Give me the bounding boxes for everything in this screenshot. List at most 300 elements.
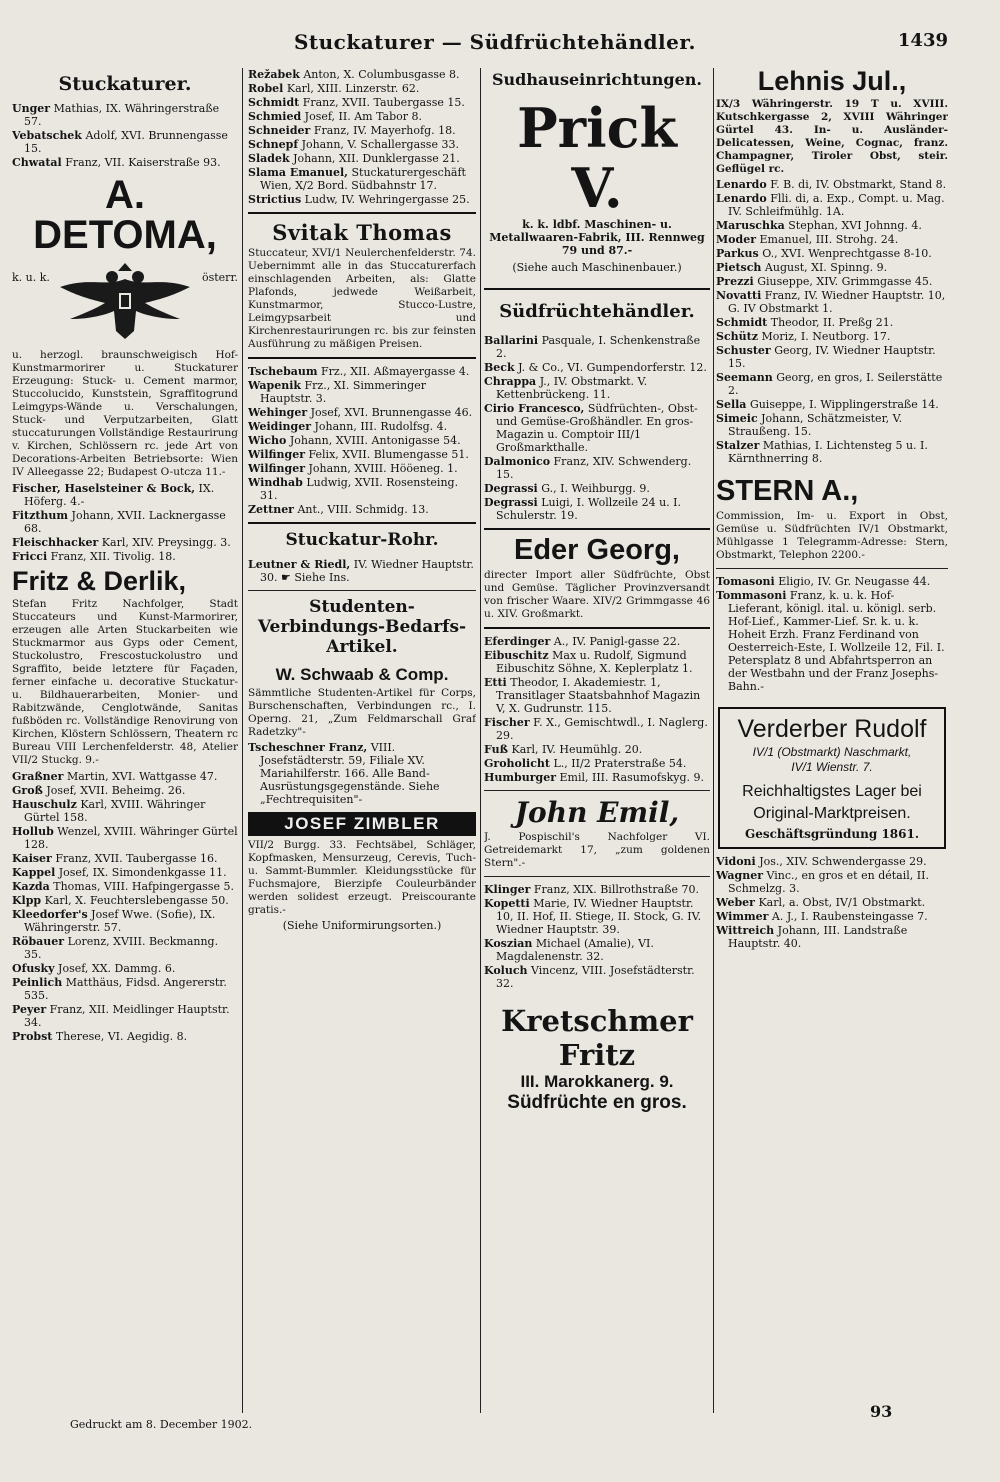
divider [484,876,710,877]
entry-text: Karl, IV. Heumühlg. 20. [511,743,643,756]
entry-text: Franz, IV. Mayerhofg. 18. [313,124,456,137]
entry-name: Robel [248,82,284,95]
detoma-crest-left: k. u. k. [12,271,50,284]
verderber-ad-line3: Reichhaltigstes Lager bei [742,783,922,800]
entry-text: Franz, VII. Kaiserstraße 93. [65,156,221,169]
entry-name: Tommasoni [716,589,787,602]
list-item [248,138,476,151]
list-item [484,334,710,360]
section-heading: Stuckaturer. [58,73,192,95]
entry-name: Degrassi [484,482,538,495]
list-item [248,462,476,475]
entry-list [484,334,710,522]
entry-text: Südfrüchten-, Obst- und Gemüse-Großhändler. En gros-Magazin u. Comptoir III/1 Großmarkthalle. [496,402,698,454]
list-item [484,375,710,401]
entry-text: Guiseppe, I. Wipplingerstraße 14. [749,398,939,411]
entry-name: Fricci [12,550,48,563]
list-item [248,741,476,806]
entry-text: Johann, V. Schallergasse 33. [301,138,459,151]
list-item [248,503,476,516]
detoma-crest [12,257,238,347]
entry-name: Hollub [12,825,54,838]
list-item [12,129,238,155]
entry-name: Koszian [484,937,533,950]
pointing-hand-icon: ☛ [281,571,291,584]
entry-text: Theodor, I. Akademiestr. 1, Transitlager Staatsbahnhof Magazin V, X. Gudrunstr. 115. [496,676,701,715]
list-item [716,869,948,895]
entry-text: Ludw, IV. Wehringergasse 25. [304,193,470,206]
list-item [12,908,238,934]
entry-text: Moriz, I. Neutborg. 17. [761,330,891,343]
entry-text: G., I. Weihburgg. 9. [541,482,650,495]
entry-list [716,855,948,950]
detoma-crest-right: österr. [201,271,238,284]
list-item [484,361,710,374]
entry-name: Probst [12,1030,53,1043]
fritz-ad-text: Stefan Fritz Nachfolger, Stadt Stuccateurs und Kunst-Marmorirer, erzeugen alle Arten Stuckarbeiten wie Stuckmarmor aus Gyps oder Cement, Stuckolustro, Frescostuckolustro und Sgraffito, beide letztere für Façaden, ferner einfache u. decorative Stuckatur- u. Bildhauerarbeiten, Monier- und Rabitzwände, Cenglotwände, Sanitas fußböden rc. Vollständige Renovirung von Kirchen, Klöstern Schlössern, Theatern rc Bureau VIII Lerchenfelderstr. 48, Atelier VII/2 Stuckg. 9.- [12,598,238,766]
lehnis-ad-text: IX/3 Währingerstr. 19 T u. XVIII. Kutschkergasse 2, XVIII Währinger Gürtel 43. In- u. Ausländer-Delicatessen, Weine, Cognac, franz. Champagner, Tiroler Obst, steir. Geflügel rc. [716,98,948,175]
section-heading: Sudhauseinrichtungen. [491,70,702,89]
entry-text: Franz, XVII. Taubergasse 15. [302,96,465,109]
list-item [484,937,710,963]
list-item [716,192,948,218]
divider [248,212,476,214]
entry-text: Karl, XVIII. Währinger Gürtel 158. [24,798,206,824]
divider [484,627,710,629]
entry-name: Vebatschek [12,129,82,142]
list-item [248,110,476,123]
eder-ad-name: Eder Georg, [514,534,680,566]
entry-text: Frz., XII. Aßmayergasse 4. [321,365,470,378]
entry-name: Maruschka [716,219,785,232]
entry-text: Johann, XVII. Lacknergasse 68. [24,509,226,535]
verderber-ad-line1: IV/1 (Obstmarkt) Naschmarkt, [752,745,912,759]
list-item [716,412,948,438]
column-divider [713,68,714,1413]
entry-name: Strictius [248,193,302,206]
list-item [716,371,948,397]
eder-ad-text: directer Import aller Südfrüchte, Obst und Gemüse. Täglicher Provinzversandt von frischer Waare. XIV/2 Grimmgasse 46 u. XIV. Großmarkt. [484,569,710,620]
stern-ad-name: STERN A., [716,475,859,507]
entry-name: Leutner & Riedl, [248,558,351,571]
list-item [484,496,710,522]
entry-text: Karl, XIV. Preysingg. 3. [101,536,231,549]
entry-text: Josef, II. Am Tabor 8. [304,110,423,123]
entry-name: Wagner [716,869,764,882]
list-item [484,635,710,648]
list-item [12,1003,238,1029]
entry-text: Stuckaturergeschäft Wien, X/2 Bord. Südbahnstr 17. [260,166,466,192]
list-item [12,784,238,797]
entry-text: F. X., Gemischtwdl., I. Naglerg. 29. [496,716,708,742]
list-item [716,910,948,923]
entry-text: Franz, k. u. k. Hof-Lieferant, königl. ital. u. königl. serb. Hof-Lief., Kammer-Lief. Sr. k. u. k. Hoheit Erzh. Franz Ferdinand von Oesterreich-Este, I. Wollzeile 12, Fil. I. Petersplatz 8 und Abfahrtsperron an der Westbahn und der Franz Josephs-Bahn.- [728,589,945,693]
entry-name: Wimmer [716,910,769,923]
entry-text: O., XVI. Wenprechtgasse 8-10. [762,247,932,260]
entry-list [248,365,476,516]
double-eagle-icon [50,257,200,345]
entry-text: Franz, IV. Wiedner Hauptstr. 10, G. IV Obstmarkt 1. [728,289,946,315]
list-item [12,770,238,783]
entry-name: Windhab [248,476,303,489]
verderber-ad-box [718,707,946,849]
entry-text: August, XI. Spinng. 9. [764,261,888,274]
entry-text: Karl, a. Obst, IV/1 Obstmarkt. [758,896,926,909]
entry-name: Prezzi [716,275,754,288]
entry-text: Karl, X. Feuchterslebengasse 50. [44,894,229,907]
verderber-ad-line4: Original-Marktpreisen. [753,805,911,822]
divider [716,568,948,569]
john-ad-name: John Emil, [514,796,680,829]
entry-name: Groß [12,784,43,797]
list-item [484,482,710,495]
entry-text: Jos., XIV. Schwendergasse 29. [759,855,927,868]
entry-list [716,178,948,465]
entry-name: Fuß [484,743,508,756]
list-item [484,649,710,675]
divider [248,357,476,359]
entry-text: IV. Wiedner Hauptstr. 30. [260,558,474,584]
kretschmer-ad-line2: Südfrüchte en gros. [507,1092,687,1113]
entry-name: Tscheschner Franz, [248,741,368,754]
entry-list [716,575,948,693]
list-item [12,852,238,865]
entry-text: Matthäus, Fidsd. Angererstr. 535. [24,976,227,1002]
entry-name: Kazda [12,880,50,893]
entry-name: Fitzthum [12,509,69,522]
entry-list [12,102,238,169]
list-item [12,509,238,535]
entry-text: A. J., I. Raubensteingasse 7. [771,910,928,923]
entry-name: Schuster [716,344,771,357]
list-item [248,166,476,192]
list-item [248,193,476,206]
entry-name: Hauschulz [12,798,77,811]
verderber-ad-name: Verderber Rudolf [737,715,927,743]
entry-text: Johann, Schätzmeister, V. Straußeng. 15. [728,412,903,438]
list-item [716,896,948,909]
list-item [248,379,476,405]
kretschmer-ad-line1: III. Marokkanerg. 9. [520,1072,674,1091]
list-item [716,575,948,588]
entry-name: Groholicht [484,757,550,770]
list-item [12,880,238,893]
list-item [716,330,948,343]
zimbler-see-also: (Siehe Uniformirungsorten.) [282,919,442,932]
list-item [484,757,710,770]
list-item [716,589,948,693]
list-item [248,96,476,109]
entry-text: Franz, XII. Meidlinger Hauptstr. 34. [24,1003,230,1029]
entry-name: Klpp [12,894,42,907]
entry-name: Unger [12,102,51,115]
entry-name: Eibuschitz [484,649,549,662]
entry-text: Johann, XII. Dunklergasse 21. [293,152,460,165]
entry-text: Vinc., en gros et en détail, II. Schmelzg. 3. [728,869,929,895]
entry-text: Josef, XVII. Beheimg. 26. [46,784,186,797]
list-item [716,275,948,288]
entry-text: Frz., XI. Simmeringer Hauptstr. 3. [260,379,426,405]
entry-name: Graßner [12,770,64,783]
entry-name: Seemann [716,371,773,384]
list-item [248,448,476,461]
entry-text: L., II/2 Praterstraße 54. [553,757,687,770]
entry-text: Thomas, VIII. Hafpingergasse 5. [53,880,234,893]
entry-name: Eferdinger [484,635,551,648]
entry-name: Schütz [716,330,758,343]
entry-name: Slama Emanuel, [248,166,348,179]
list-item [716,924,948,950]
entry-name: Tomasoni [716,575,775,588]
list-item [12,962,238,975]
list-item [248,124,476,137]
list-item [12,798,238,824]
entry-text: J. & Co., VI. Gumpendorferstr. 12. [518,361,707,374]
list-item [484,455,710,481]
section-heading: Studenten-Verbindungs-Bedarfs-Artikel. [257,597,467,657]
schwaab-ad-text: Sämmtliche Studenten-Artikel für Corps, Burschenschaften, Verbindungen rc., I. Operng. 21, „Zum Feldmarschall Graf Radetzky"- [248,687,476,738]
entry-see: Siehe Ins. [294,571,350,584]
entry-text: Emil, III. Rasumofskyg. 9. [559,771,705,784]
entry-name: Novatti [716,289,762,302]
prick-ad-text: k. k. ldbf. Maschinen- u. Metallwaaren-Fabrik, III. Rennweg 79 und 87.- [489,218,705,257]
list-item [716,261,948,274]
list-item [716,178,948,191]
entry-text: Josef Wwe. (Sofie), IX. Währingerstr. 57. [24,908,216,934]
entry-name: Wilfinger [248,462,305,475]
schwaab-ad-name: W. Schwaab & Comp. [275,665,449,684]
list-item [716,233,948,246]
zimbler-ad-name: JOSEF ZIMBLER [248,812,476,836]
list-item [484,771,710,784]
entry-name: Moder [716,233,756,246]
list-item [484,897,710,936]
entry-text: Martin, XVI. Wattgasse 47. [66,770,218,783]
entry-name: Sella [716,398,747,411]
entry-text: Giuseppe, XIV. Grimmgasse 45. [757,275,933,288]
entry-name: Tschebaum [248,365,318,378]
entry-text: Josef, XVI. Brunnengasse 46. [310,406,473,419]
entry-name: Kappel [12,866,56,879]
entry-text: Johann, III. Landstraße Hauptstr. 40. [728,924,908,950]
list-item [248,152,476,165]
entry-text: VIII. Josefstädterstr. 59, Filiale XV. Mariahilferstr. 166. Alle Band-Ausrüstungsgegenstände. Siehe „Fechtrequisiten"- [260,741,440,806]
list-item [12,866,238,879]
fritz-ad-name: Fritz & Derlik, [12,566,187,596]
column-3 [484,68,710,1413]
entry-name: Režabek [248,68,300,81]
entry-name: Kaiser [12,852,52,865]
entry-text: Georg, en gros, I. Seilerstätte 2. [728,371,943,397]
lehnis-ad-name: Lehnis Jul., [757,68,907,96]
entry-text: Franz, XIV. Schwenderg. 15. [496,455,692,481]
entry-text: Felix, XVII. Blumengasse 51. [308,448,469,461]
entry-name: Wehinger [248,406,308,419]
entry-name: Chwatal [12,156,62,169]
section-heading: Stuckatur-Rohr. [285,530,439,550]
list-item [12,935,238,961]
entry-text: Karl, XIII. Linzerstr. 62. [286,82,420,95]
column-1 [12,68,238,1413]
entry-text: F. B. di, IV. Obstmarkt, Stand 8. [770,178,947,191]
list-item [484,964,710,990]
list-item [12,1030,238,1043]
list-item [716,316,948,329]
list-item [248,68,476,81]
entry-name: Wapenik [248,379,302,392]
entry-name: Wilfinger [248,448,305,461]
entry-name: Peinlich [12,976,63,989]
entry-text: Johann, III. Rudolfsg. 4. [314,420,448,433]
entry-text: Josef, IX. Simondenkgasse 11. [58,866,227,879]
list-item [248,434,476,447]
entry-text: Mathias, I. Lichtensteg 5 u. I. Kärnthnerring 8. [728,439,928,465]
entry-name: Schneider [248,124,311,137]
entry-text: Luigi, I. Wollzeile 24 u. I. Schulerstr. 19. [496,496,681,522]
entry-name: Kopetti [484,897,530,910]
section-heading: Südfrüchtehändler. [499,301,695,322]
entry-text: Franz, XVII. Taubergasse 16. [55,852,218,865]
list-item [12,536,238,549]
entry-text: Theodor, II. Preßg 21. [770,316,894,329]
list-item [12,894,238,907]
entry-name: Vidoni [716,855,756,868]
svitak-ad-text: Stuccateur, XVI/1 Neulerchenfelderstr. 74. Uebernimmt alle in das Stuccaturerfach einschlagenden Arbeiten, als: Glatte Plafonds, jedwede Weißarbeit, Kunstmarmor, Stucco-Lustre, Leimgypsarbeit und Kirchenrestaurirungen rc. bis zur feinsten Ausführung zu mäßigen Preisen. [248,247,476,350]
entry-name: Humburger [484,771,556,784]
entry-text: Josef, XX. Dammg. 6. [58,962,176,975]
list-item [484,676,710,715]
entry-name: Ofusky [12,962,55,975]
entry-text: Marie, IV. Wiedner Hauptstr. 10, II. Hof, II. Stiege, II. Stock, G. IV. Wiedner Hauptstr. 39. [496,897,702,936]
column-2 [248,68,476,1413]
entry-name: Wittreich [716,924,775,937]
prick-see-also: (Siehe auch Maschinenbauer.) [512,261,682,274]
list-item [248,558,476,584]
column-4 [716,68,948,1413]
entry-name: Chrappa [484,375,537,388]
entry-text: Adolf, XVI. Brunnengasse 15. [24,129,228,155]
entry-name: Stalzer [716,439,760,452]
list-item [248,476,476,502]
list-item [248,365,476,378]
detoma-ad-name: A. DETOMA, [33,173,217,257]
entry-name: Degrassi [484,496,538,509]
entry-text: Anton, X. Columbusgasse 8. [303,68,460,81]
column-divider [480,68,481,1413]
entry-name: Fischer, Haselsteiner & Bock, [12,482,196,495]
entry-name: Wicho [248,434,287,447]
list-item [716,219,948,232]
entry-name: Schnepf [248,138,299,151]
entry-text: Pasquale, I. Schenkenstraße 2. [496,334,701,360]
entry-name: Sladek [248,152,290,165]
entry-name: Lenardo [716,178,767,191]
list-item [12,550,238,563]
entry-name: Weber [716,896,755,909]
list-item [12,825,238,851]
entry-list [248,68,476,206]
list-item [484,743,710,756]
entry-name: Schmidt [248,96,300,109]
entry-text: Johann, XVIII. Antonigasse 54. [289,434,461,447]
detoma-ad-text: u. herzogl. braunschweigisch Hof-Kunstmarmorirer u. Stuckaturer Erzeugung: Stuck- u. Cement marmor, Stuccolucido, Kunststein, Sgraffitogrund Leimgyps-Wände u. Verschalungen, Stuck- und Verputzarbeiten, Glatt stuccaturungen Vollständige Restaurirung v. Kirchen, Schlössern rc. jede Art von Decorations-Arbeiten Betriebsorte: Wien IV Alleegasse 22; Budapest O-utcza 11.- [12,349,238,478]
list-item [716,855,948,868]
entry-name: Fischer [484,716,530,729]
entry-name: Parkus [716,247,759,260]
entry-text: Wenzel, XVIII. Währinger Gürtel 128. [24,825,238,851]
entry-text: Stephan, XVI Johnng. 4. [788,219,922,232]
entry-name: Pietsch [716,261,762,274]
entry-name: Ballarini [484,334,539,347]
list-item [484,716,710,742]
entry-name: Peyer [12,1003,47,1016]
entry-name: Röbauer [12,935,65,948]
entry-name: Fleischhacker [12,536,99,549]
entry-name: Koluch [484,964,528,977]
entry-text: Emanuel, III. Strohg. 24. [759,233,899,246]
svitak-ad-name: Svitak Thomas [272,220,452,245]
page-number: 1439 [897,30,948,51]
entry-text: Johann, XVIII. Hööeneg. 1. [308,462,458,475]
list-item [248,406,476,419]
list-item [484,402,710,454]
entry-name: Weidinger [248,420,311,433]
list-item [248,82,476,95]
verderber-ad-line5: Geschäftsgründung 1861. [744,827,920,841]
list-item [716,439,948,465]
entry-text: Ludwig, XVII. Rosensteing. 31. [260,476,459,502]
verderber-ad-line2: IV/1 Wienstr. 7. [791,760,873,774]
entry-text: Max u. Rudolf, Sigmund Eibuschitz Söhne, X. Keplerplatz 1. [496,649,693,675]
entry-text: Franz, XIX. Billrothstraße 70. [533,883,699,896]
entry-text: Mathias, IX. Währingerstraße 57. [24,102,220,128]
entry-list [12,482,238,563]
entry-text: Vincenz, VIII. Josefstädterstr. 32. [496,964,695,990]
entry-name: Etti [484,676,507,689]
stern-ad-text: Commission, Im- u. Export in Obst, Gemüse u. Südfrüchten IV/1 Obstmarkt, Mühlgasse 1 Telegramm-Adresse: Stern, Obstmarkt, Telephon 2200.- [716,510,948,561]
entry-text: Franz, XII. Tivolig. 18. [50,550,176,563]
entry-name: Schmidt [716,316,768,329]
entry-name: Cirio Francesco, [484,402,585,415]
divider [484,288,710,290]
list-item [716,247,948,260]
entry-text: A., IV. Panigl-gasse 22. [553,635,681,648]
divider [484,790,710,791]
entry-name: Klinger [484,883,531,896]
entry-name: Dalmonico [484,455,551,468]
entry-name: Schmied [248,110,302,123]
entry-text: Flli. di, a. Exp., Compt. u. Mag. IV. Schleifmühlg. 1A. [728,192,945,218]
entry-text: Therese, VI. Aegidig. 8. [55,1030,188,1043]
entry-text: Ant., VIII. Schmidg. 13. [297,503,429,516]
list-item [12,102,238,128]
column-divider [242,68,243,1413]
kretschmer-ad-name: Kretschmer Fritz [501,1004,693,1072]
divider [248,590,476,591]
john-ad-text: J. Pospischil's Nachfolger VI. Getreidemarkt 17, „zum goldenen Stern".- [484,831,710,869]
print-date: Gedruckt am 8. December 1902. [70,1418,253,1431]
page-header-title: Stuckaturer — Südfrüchtehändler. [293,30,697,54]
list-item [716,344,948,370]
prick-ad-name: Prick V. [517,96,677,220]
list-item [484,883,710,896]
entry-text: Eligio, IV. Gr. Neugasse 44. [778,575,931,588]
entry-name: Simeic [716,412,758,425]
entry-text: IX. Höferg. 4.- [24,482,215,508]
entry-name: Lenardo [716,192,767,205]
divider [484,528,710,530]
list-item [716,398,948,411]
